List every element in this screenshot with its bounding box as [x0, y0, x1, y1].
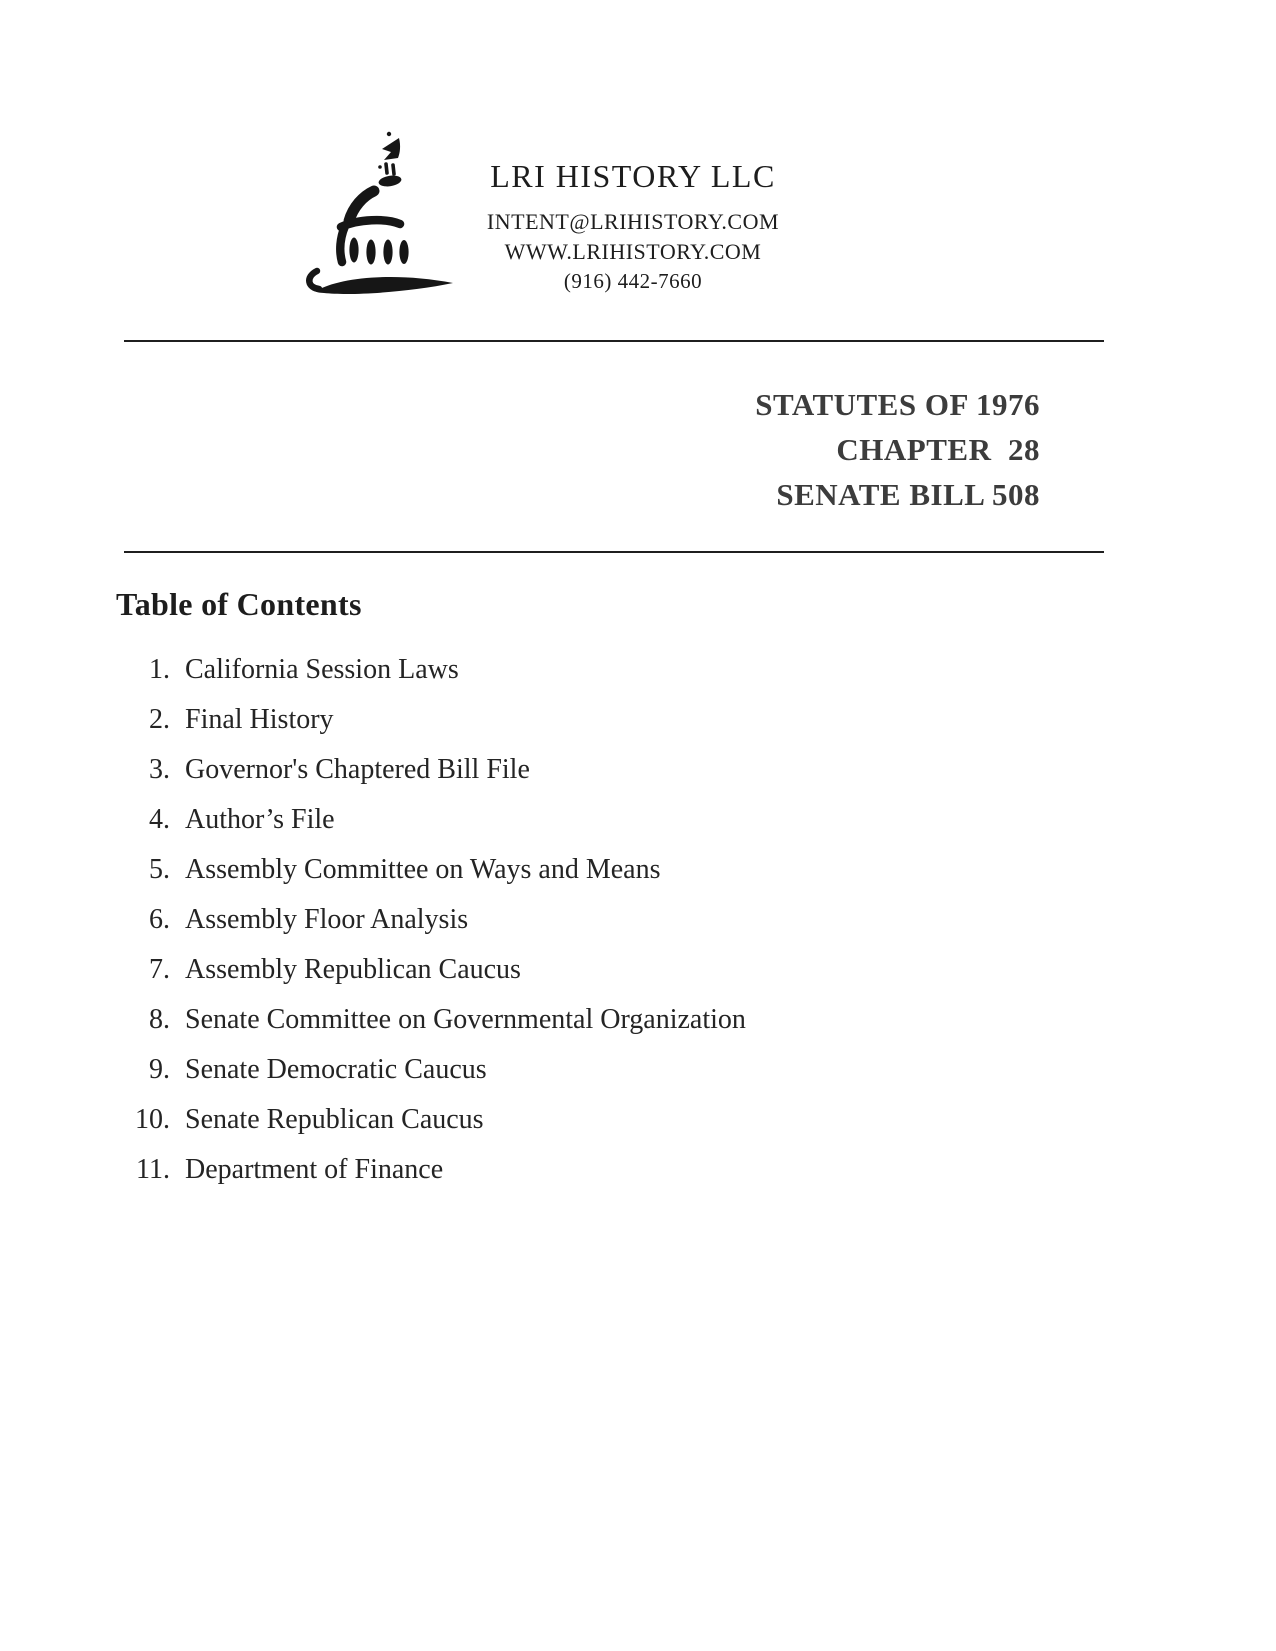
toc-item: [0, 945, 980, 995]
toc-item: [0, 695, 980, 745]
toc-item: [0, 1095, 980, 1145]
toc-item-number: 4.: [149, 804, 170, 835]
toc-item-number: 3.: [149, 754, 170, 785]
toc-item: [0, 645, 980, 695]
horizontal-rule-bottom: [124, 551, 1104, 553]
toc-item-label: Department of Finance: [185, 1154, 444, 1185]
toc-list: [0, 645, 980, 1195]
toc-item: [0, 995, 980, 1045]
toc-item-number: 1.: [149, 654, 170, 685]
toc-item-number: 11.: [136, 1154, 170, 1185]
toc-item-label: Final History: [185, 704, 334, 735]
toc-title: Table of Contents: [116, 586, 362, 622]
company-name: LRI HISTORY LLC: [490, 158, 776, 194]
senate-bill-line: SENATE BILL 508: [776, 477, 1040, 512]
horizontal-rule-top: [124, 340, 1104, 342]
toc-item-number: 5.: [149, 854, 170, 885]
toc-item-label: Assembly Committee on Ways and Means: [185, 854, 661, 885]
toc-item-number: 8.: [149, 1004, 170, 1035]
toc-item: [0, 745, 980, 795]
company-phone: (916) 442-7660: [563, 269, 703, 293]
toc-item-label: Senate Republican Caucus: [185, 1104, 484, 1135]
toc-item: [0, 795, 980, 845]
toc-item: [0, 1045, 980, 1095]
toc-item-number: 7.: [149, 954, 170, 985]
statute-reference-block: [755, 382, 1040, 517]
toc-item-label: Author’s File: [185, 804, 335, 835]
toc-item-label: Assembly Floor Analysis: [185, 904, 469, 935]
toc-item-label: Senate Committee on Governmental Organization: [185, 1004, 746, 1035]
toc-item-number: 10.: [135, 1104, 170, 1135]
chapter-line: CHAPTER 28: [836, 432, 1040, 467]
toc-item-label: Senate Democratic Caucus: [185, 1054, 487, 1085]
toc-item: [0, 1145, 980, 1195]
toc-item-number: 9.: [149, 1054, 170, 1085]
toc-item-label: Assembly Republican Caucus: [185, 954, 521, 985]
toc-item: [0, 845, 980, 895]
toc-item-label: Governor's Chaptered Bill File: [185, 754, 530, 785]
toc-item-number: 2.: [149, 704, 170, 735]
statutes-year-line: STATUTES OF 1976: [755, 387, 1040, 422]
company-website: WWW.LRIHISTORY.COM: [504, 239, 762, 264]
toc-item-label: California Session Laws: [185, 654, 459, 685]
company-email: INTENT@LRIHISTORY.COM: [486, 209, 780, 234]
toc-item-number: 6.: [149, 904, 170, 935]
toc-item: [0, 895, 980, 945]
